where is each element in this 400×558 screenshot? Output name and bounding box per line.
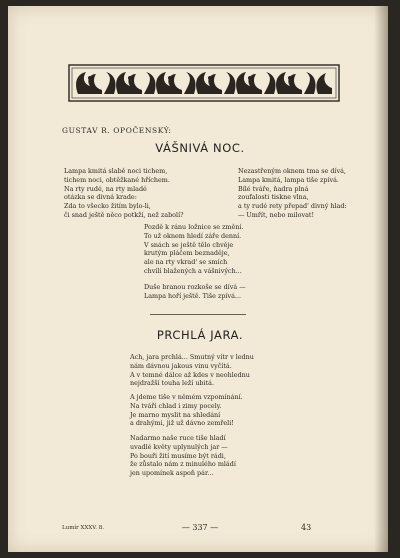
poem-line: a drahými, již už dávno zemřeli! — [130, 419, 234, 428]
poem-line: nám dávnou jakous vinu vyčítá. — [130, 361, 232, 370]
poem-line: A jdeme tiše v němém vzpomínání. — [130, 393, 243, 401]
poem-line: jen upomínek aspoň pár... — [130, 469, 214, 478]
poem-line: Zda to všecko žitím bylo-li, — [64, 202, 151, 211]
journal-issue: Lumír XXXV. 8. — [62, 525, 105, 531]
poem-line: Je marno myslit na shledání — [130, 410, 221, 419]
poem-line: Nadarmo naše ruce tiše hladí — [130, 434, 226, 442]
poem-line: ale na rty vkrad' se smích — [144, 258, 228, 267]
author-name: GUSTAV R. OPOČENSKÝ: — [62, 126, 172, 135]
poem-line: nejdražší touha leží ubitá. — [130, 379, 214, 388]
poem-line: Lampa kmitá, lampa tiše zpívá. — [238, 175, 339, 184]
poem-line: Na tváři chlad i zimy pocely. — [130, 401, 222, 410]
page-gutter-shadow — [374, 6, 388, 552]
poem-line: otázka se divná krade: — [64, 193, 137, 202]
poem-line: Pozdě k ránu ložnice se změní. — [144, 223, 244, 231]
poem-line: že zůstalo nám z minulého mládí — [130, 460, 236, 469]
poem-line: A v temné dálce až kdes v neohlednu — [130, 370, 250, 379]
poem-line: Lampa kmitá slabě noci tichem, — [64, 167, 168, 175]
poem-line: Po bouři žití musíme být rádi, — [130, 451, 226, 460]
poem-line: — Umřít, nebo milovat! — [238, 210, 315, 219]
poem-line: V snách se ještě tělo chvěje — [144, 240, 234, 249]
floral-ornament-header — [68, 64, 340, 102]
poem-line: a ty rudé rety přepad' divný hlad: — [238, 202, 347, 211]
poem-line: chvílí blažených a vášnivých... — [144, 266, 242, 275]
poem1-center-stanza — [144, 223, 244, 276]
poem-line: Lampa hoří ještě. Tiše zpívá... — [144, 291, 242, 300]
poem-line: Nezastřeným oknem tma se dívá, — [238, 167, 346, 175]
poem-line: Duše branou rozkoše se dívá — — [144, 283, 246, 291]
sheet-number: 43 — [301, 523, 312, 532]
poem1-left-column — [64, 167, 184, 220]
section-divider — [150, 314, 246, 315]
poem2-stanza-3 — [130, 434, 236, 478]
poem-line: Na rty rudé, na rty mladé — [64, 184, 147, 193]
page-number: — 337 — — [181, 523, 219, 532]
poem-line: uvadlé květy uplynulých jar — — [130, 442, 228, 451]
poem2-stanza-1 — [130, 353, 254, 388]
poem-line: zoufalosti tiskne vlna, — [238, 193, 309, 202]
poem-line: Bílé tváře, ňadra plná — [238, 184, 309, 193]
poem-line: tichem noci, obtěžkané hříchem. — [64, 175, 170, 184]
poem-line: To už oknem hledí záře denní. — [144, 231, 242, 240]
poem1-end-stanza — [144, 283, 246, 301]
poem1-right-column — [238, 167, 347, 220]
poem-title-vasniva-noc: VÁŠNIVÁ NOC. — [155, 141, 245, 155]
poem-line: krutým pláčem beznaděje, — [144, 249, 230, 258]
poem-line: či snad ještě něco potkží, než zabolí? — [64, 210, 184, 219]
poem2-stanza-2 — [130, 393, 243, 428]
poem-title-prchla-jara: PRCHLÁ JARA. — [156, 328, 244, 342]
poem-line: Ach, jara prchlá... Smutný vítr v lednu — [130, 353, 254, 361]
